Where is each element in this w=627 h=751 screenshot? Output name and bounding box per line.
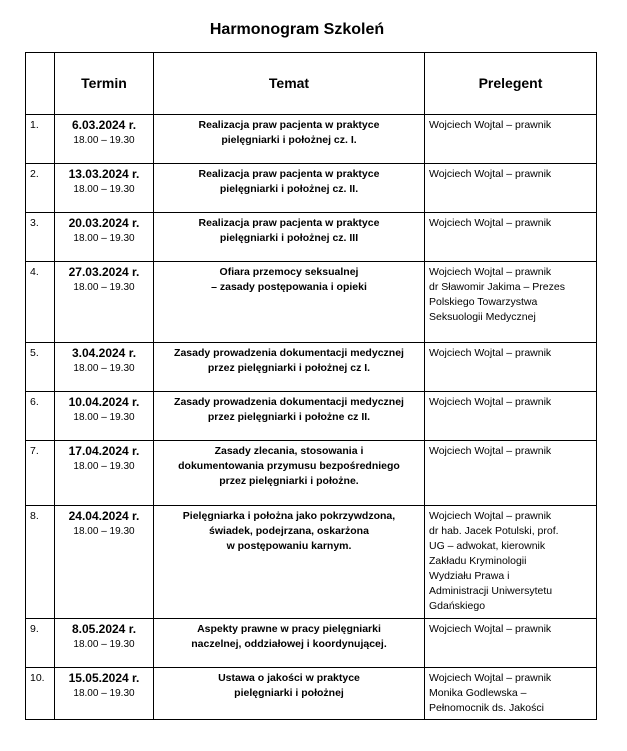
speaker-line: Pełnomocnik ds. Jakości [429,702,544,714]
topic-cell [154,343,425,392]
table-row [26,441,597,506]
topic-cell [154,392,425,441]
row-number: 5. [26,343,55,392]
topic-cell [154,668,425,720]
session-date: 24.04.2024 r. [68,509,140,523]
row-number: 10. [26,668,55,720]
date-cell [55,668,154,720]
table-row [26,262,597,343]
speaker-line: Zakładu Kryminologii [429,555,527,567]
document-title: Harmonogram Szkoleń [209,21,385,38]
session-date: 13.03.2024 r. [68,167,140,181]
row-number: 3. [26,213,55,262]
speaker-cell [425,115,597,164]
topic-line: Realizacja praw pacjenta w praktyce [198,217,380,229]
session-date: 10.04.2024 r. [68,395,140,409]
topic-line: przez pielęgniarki i położne. [219,475,359,487]
row-number: 9. [26,619,55,668]
speaker-cell [425,619,597,668]
speaker-cell [425,262,597,343]
speaker-line: Wojciech Wojtal – prawnik [429,266,552,278]
topic-cell [154,213,425,262]
date-cell [55,213,154,262]
speaker-line: dr hab. Jacek Potulski, prof. [429,525,559,537]
session-date: 20.03.2024 r. [68,216,140,230]
topic-line: naczelnej, oddziałowej i koordynującej. [191,638,387,650]
date-cell [55,262,154,343]
topic-cell [154,619,425,668]
speaker-line: Seksuologii Medycznej [429,311,536,323]
session-time: 18.00 – 19.30 [73,412,135,423]
session-date: 6.03.2024 r. [71,118,137,132]
topic-line: pielęgniarki i położnej [234,687,344,699]
row-number: 6. [26,392,55,441]
speaker-line: Wojciech Wojtal – prawnik [429,396,552,408]
header-topic: Temat [154,53,425,115]
speaker-line: Wojciech Wojtal – prawnik [429,623,552,635]
date-cell [55,441,154,506]
session-date: 17.04.2024 r. [68,444,140,458]
row-number: 7. [26,441,55,506]
topic-line: przez pielęgniarki i położne cz II. [207,411,371,423]
table-row [26,506,597,619]
row-number: 8. [26,506,55,619]
topic-line: – zasady postępowania i opieki [211,281,367,293]
table-row [26,115,597,164]
topic-line: Realizacja praw pacjenta w praktyce [198,168,380,180]
topic-line: dokumentowania przymusu bezpośredniego [178,460,400,472]
topic-line: Zasady prowadzenia dokumentacji medycznej [174,347,404,359]
speaker-line: Wojciech Wojtal – prawnik [429,119,552,131]
speaker-line: Wojciech Wojtal – prawnik [429,347,552,359]
speaker-cell [425,668,597,720]
topic-line: Ustawa o jakości w praktyce [218,672,360,684]
speaker-cell [425,164,597,213]
header-row [26,53,597,115]
row-number: 1. [26,115,55,164]
header-number [26,53,55,115]
speaker-line: UG – adwokat, kierownik [429,540,546,552]
speaker-line: dr Sławomir Jakima – Prezes [429,281,565,293]
topic-line: w postępowaniu karnym. [226,540,352,552]
table-row [26,392,597,441]
speaker-cell [425,213,597,262]
speaker-line: Wojciech Wojtal – prawnik [429,510,552,522]
schedule-table [25,52,597,720]
topic-line: pielęgniarki i położnej cz. II. [219,183,359,195]
session-time: 18.00 – 19.30 [73,526,135,537]
topic-cell [154,115,425,164]
speaker-line: Monika Godlewska – [429,687,527,699]
topic-line: świadek, podejrzana, oskarżona [209,525,369,537]
header-date: Termin [55,53,154,115]
topic-line: Zasady zlecania, stosowania i [214,445,364,457]
table-row [26,619,597,668]
session-time: 18.00 – 19.30 [73,639,135,650]
schedule-body [26,115,597,720]
speaker-line: Wojciech Wojtal – prawnik [429,445,552,457]
speaker-line: Wojciech Wojtal – prawnik [429,217,552,229]
topic-cell [154,164,425,213]
session-time: 18.00 – 19.30 [73,282,135,293]
header-speaker: Prelegent [425,53,597,115]
speaker-cell [425,441,597,506]
table-row [26,668,597,720]
table-row [26,343,597,392]
date-cell [55,164,154,213]
topic-line: Realizacja praw pacjenta w praktyce [198,119,380,131]
date-cell [55,619,154,668]
session-time: 18.00 – 19.30 [73,184,135,195]
table-row [26,213,597,262]
topic-cell [154,262,425,343]
row-number: 4. [26,262,55,343]
session-date: 15.05.2024 r. [68,671,140,685]
speaker-line: Wojciech Wojtal – prawnik [429,672,552,684]
session-time: 18.00 – 19.30 [73,461,135,472]
speaker-cell [425,506,597,619]
date-cell [55,392,154,441]
date-cell [55,115,154,164]
speaker-cell [425,392,597,441]
topic-line: Zasady prowadzenia dokumentacji medycznej [174,396,404,408]
topic-line: Pielęgniarka i położna jako pokrzywdzona, [182,510,396,522]
topic-cell [154,506,425,619]
speaker-line: Wydziału Prawa i [429,570,510,582]
session-date: 27.03.2024 r. [68,265,140,279]
table-row [26,164,597,213]
session-time: 18.00 – 19.30 [73,688,135,699]
topic-cell [154,441,425,506]
session-date: 3.04.2024 r. [71,346,137,360]
topic-line: pielęgniarki i położnej cz. I. [221,134,357,146]
date-cell [55,506,154,619]
speaker-line: Polskiego Towarzystwa [429,296,538,308]
topic-line: Ofiara przemocy seksualnej [219,266,359,278]
speaker-cell [425,343,597,392]
topic-line: Aspekty prawne w pracy pielęgniarki [197,623,381,635]
session-time: 18.00 – 19.30 [73,233,135,244]
speaker-line: Wojciech Wojtal – prawnik [429,168,552,180]
speaker-line: Gdańskiego [429,600,486,612]
row-number: 2. [26,164,55,213]
speaker-line: Administracji Uniwersytetu [429,585,553,597]
topic-line: pielęgniarki i położnej cz. III [219,232,359,244]
session-time: 18.00 – 19.30 [73,363,135,374]
topic-line: przez pielęgniarki i położnej cz I. [207,362,371,374]
session-date: 8.05.2024 r. [71,622,137,636]
date-cell [55,343,154,392]
session-time: 18.00 – 19.30 [73,135,135,146]
